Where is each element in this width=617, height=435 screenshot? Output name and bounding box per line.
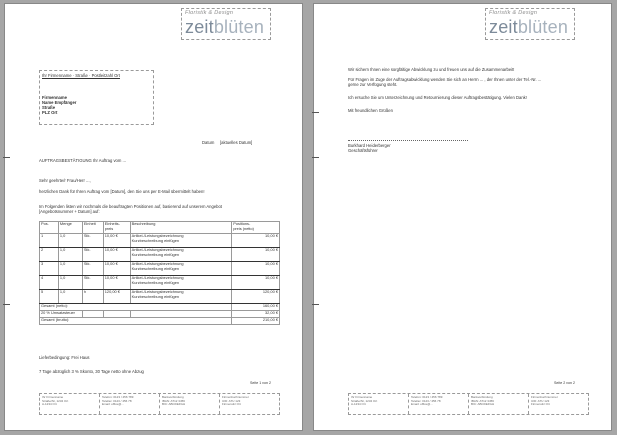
table-cell: 10,00 € (103, 276, 130, 290)
table-cell: 1,0 (58, 262, 82, 276)
signer-title: Geschäftsführer (348, 148, 378, 153)
net-total-value: 160,00 € (232, 304, 280, 311)
vat-label: 20 % Umsatzsteuer (40, 311, 83, 318)
table-cell: 1,0 (58, 290, 82, 304)
fold-mark (312, 112, 319, 113)
table-cell: Artikel-/Leistungsbezeichnung Kurzbeschreibung einfügen (130, 276, 232, 290)
page-1 (4, 3, 303, 431)
order-items-table (39, 221, 280, 325)
table-cell: 10,00 € (103, 262, 130, 276)
fold-mark (3, 157, 10, 158)
page-number: Seite 2 von 2 (554, 381, 575, 385)
footer-column: Telefon: 0123 / 456 789 Telefax: 0123 / 456 78 Email: office@... (409, 394, 469, 414)
table-cell: Artikel-/Leistungsbezeichnung Kurzbeschreibung einfügen (130, 234, 232, 248)
closing-greeting: Mit freundlichen Grüßen (348, 108, 393, 113)
address-window (39, 70, 154, 125)
logo-wordmark: zeitblüten (489, 17, 569, 37)
column-header: Pos. (40, 222, 59, 234)
table-cell: Stk. (82, 248, 103, 262)
column-header: Menge (58, 222, 82, 234)
column-header: Positions- preis (netto) (232, 222, 280, 234)
table-cell: 10,00 € (103, 234, 130, 248)
page-2 (313, 3, 612, 431)
table-cell: 120,00 € (232, 290, 280, 304)
fold-mark (312, 157, 319, 158)
page-footer (348, 393, 589, 415)
column-header: Einheit (82, 222, 103, 234)
net-total-row (40, 304, 280, 311)
page-footer (39, 393, 280, 415)
table-cell: Stk. (82, 262, 103, 276)
signature-line (348, 140, 468, 141)
table-cell: Artikel-/Leistungsbezeichnung Kurzbeschreibung einfügen (130, 290, 232, 304)
delivery-terms: Lieferbedingung: Frei Haus (39, 355, 90, 360)
table-cell: 10,00 € (232, 234, 280, 248)
company-logo (181, 8, 271, 40)
table-cell: 3 (40, 262, 59, 276)
column-header: Einheits- preis (103, 222, 130, 234)
table-cell: 2 (40, 248, 59, 262)
date-value: [aktuelles Datum] (220, 140, 253, 145)
table-cell: Artikel-/Leistungsbezeichnung Kurzbeschreibung einfügen (130, 248, 232, 262)
fold-mark (3, 304, 10, 305)
footer-column: Firmenbuchnummer UID: ATU 123 Firmensitz Ort (531, 395, 558, 406)
table-row (40, 262, 280, 276)
table-cell: h (82, 290, 103, 304)
page-number: Seite 1 von 2 (250, 381, 271, 385)
logo-tagline: Floristik & Design (489, 10, 538, 16)
table-cell: 10,00 € (232, 262, 280, 276)
intro-text-2b: [Angebotsnummer + Datum] auf: (39, 209, 100, 214)
intro-text-2: Im Folgenden listen wir nochmals die beauftragten Positionen auf, basierend auf unserem Angebot (39, 204, 222, 209)
gross-total-label: Gesamt (brutto): (40, 318, 232, 325)
fold-mark (312, 304, 319, 305)
table-cell: 1,0 (58, 248, 82, 262)
footer-column: Telefon: 0123 / 456 789 Telefax: 0123 / 456 78 Email: office@... (100, 394, 160, 414)
closing-paragraph-2b: gerne zur Verfügung steht. (348, 82, 398, 87)
table-cell: 10,00 € (232, 276, 280, 290)
salutation: Sehr geehrte/r Frau/Herr ..., (39, 178, 91, 183)
table-cell: 10,00 € (232, 248, 280, 262)
signer-name: Burkhard Heiderberger (348, 143, 391, 148)
gross-total-value: 210,00 € (232, 318, 280, 325)
table-cell: Artikel-/Leistungsbezeichnung Kurzbeschreibung einfügen (130, 262, 232, 276)
closing-paragraph-2: Für Fragen im Zuge der Auftragsabwicklung wenden Sie sich an Herrn ... , der Ihnen unter der Tel.-Nr. ... (348, 77, 542, 82)
footer-column: Bankverbindung IBAN: AT12 3456 BIC: ABCDEFGH (469, 394, 529, 414)
footer-column: Firmenbuchnummer UID: ATU 123 Firmensitz Ort (222, 395, 249, 406)
table-cell: 120,00 € (103, 290, 130, 304)
table-cell: Stk. (82, 234, 103, 248)
closing-paragraph-3: Ich ersuche Sie um Unterzeichnung und Retournierung dieser Auftragsbestätigung. Vielen Dank! (348, 95, 527, 100)
company-logo (485, 8, 575, 40)
recipient-line: Firmenname (42, 95, 67, 100)
gross-total-row (40, 318, 280, 325)
column-header: Beschreibung (130, 222, 232, 234)
footer-column: Ihr Firmenname Straße/Nr, 1234 Ort A-1234 Ort (40, 394, 100, 414)
closing-paragraph-1: Wir sichern Ihnen eine sorgfältige Abwicklung zu und freuen uns auf die Zusammenarbeit! (348, 67, 515, 72)
recipient-line: PLZ Ort (42, 110, 58, 115)
recipient-line: Name Empfänger (42, 100, 77, 105)
table-row (40, 248, 280, 262)
table-row (40, 276, 280, 290)
payment-terms: 7 Tage abzüglich 3 % Skonto, 30 Tage netto ohne Abzug (39, 369, 144, 374)
subject-line: AUFTRAGSBESTÄTIGUNG Ihr Auftrag vom ... (39, 158, 127, 163)
logo-tagline: Floristik & Design (185, 10, 234, 16)
table-row (40, 290, 280, 304)
recipient-line: Straße (42, 105, 56, 110)
intro-text: herzlichen Dank für Ihren Auftrag vom [Datum], den Sie uns per E-Mail übermittelt haben! (39, 189, 205, 194)
vat-value: 32,00 € (232, 311, 280, 318)
table-cell: 1 (40, 234, 59, 248)
table-cell: 5 (40, 290, 59, 304)
table-cell: 10,00 € (103, 248, 130, 262)
footer-column: Ihr Firmenname Straße/Nr, 1234 Ort A-1234 Ort (349, 394, 409, 414)
table-cell: Stk. (82, 276, 103, 290)
table-cell: 1,0 (58, 234, 82, 248)
table-cell: 1,0 (58, 276, 82, 290)
net-total-label: Gesamt (netto): (40, 304, 232, 311)
sender-line: Ihr Firmenname · Straße · Postleitzahl Ort (42, 73, 120, 78)
table-row (40, 234, 280, 248)
footer-column: Bankverbindung IBAN: AT12 3456 BIC: ABCDEFGH (160, 394, 220, 414)
date-label: Datum (202, 140, 215, 145)
logo-wordmark: zeitblüten (185, 17, 265, 37)
table-cell: 4 (40, 276, 59, 290)
vat-row (40, 311, 280, 318)
